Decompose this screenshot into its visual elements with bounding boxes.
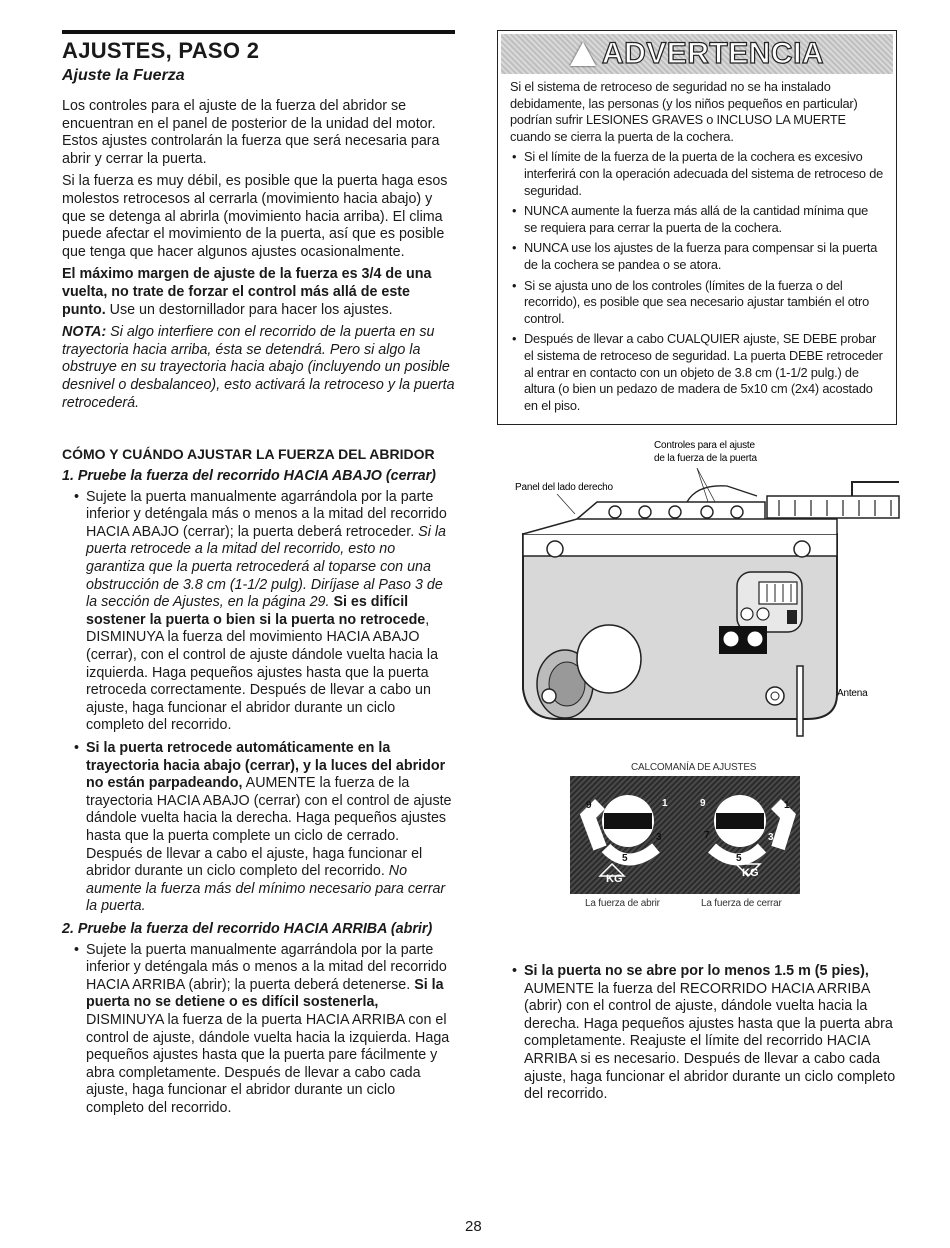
step1-b1-italic: Si la puerta retrocede a la mitad del recorrido, esto no garantiza que la puerta retrocederá al toparse con una obstrucción de 3.8 cm (1-1/2 pulg). Diríjase al Paso 3 de la sección de Ajustes, en la página 29. [86, 523, 446, 611]
warning-title: ADVERTENCIA [601, 37, 825, 70]
left-column [62, 30, 455, 1122]
step1-b1-bold: Si es difícil sostener la puerta o bien si la puerta no retrocede [86, 594, 426, 628]
nota-text: Si algo interfiere con el recorrido de la puerta en su trayectoria hacia arriba, ésta se detendrá. Pero si algo la obstruye en su trayectoria hacia abajo (incluyendo un posible desnivel o desbalanceo), esto activará la retroceso y la puerta retrocederá. [62, 324, 455, 411]
kg-label: KG [742, 867, 759, 879]
page-number: 28 [465, 1218, 482, 1235]
decal-captions [585, 898, 815, 909]
nota-label: NOTA: [62, 324, 107, 341]
step1-b2-bold: Si la puerta retrocede automáticamente en la trayectoria hacia abajo (cerrar), y la luces del abridor no están parpadeando, [86, 740, 446, 792]
caption-close-force: La fuerza de cerrar [700, 898, 782, 909]
step2-b1-rest: DISMINUYA la fuerza de la puerta HACIA ARRIBA con el control de ajuste, dándole vuelta hacia la izquierda. Haga pequeños ajustes hasta que la puerta pare fácilmente y abra completamente. Después de llevar a cabo cada ajuste, haga funcionar el abridor durante un ciclo completo del recorrido. [86, 1011, 450, 1116]
warning-bullet: • Si se ajusta uno de los controles (límites de la fuerza o del recorrido), es posible que sea necesario ajustar también el otro control. [510, 278, 884, 328]
label-controls-line2: de la fuerza de la puerta [654, 453, 757, 464]
up-force-text: AUMENTE la fuerza del RECORRIDO HACIA ARRIBA (abrir) con el control de ajuste, dándole vuelta hacia la derecha. Haga pequeños ajustes hasta que la puerta abra completamente. Reajuste el límite del recorrido HACIA ARRIBA si es necesario. Después de llevar a cabo cada ajuste, haga funcionar el abridor durante un ciclo completo del recorrido. [524, 980, 896, 1103]
dial-number-3: 3 [768, 832, 774, 843]
warning-bullet: • NUNCA use los ajustes de la fuerza para compensar si la puerta de la cochera se pandea o se atora. [510, 240, 884, 273]
adjustment-decal [570, 776, 800, 894]
max-adjust-paragraph [62, 266, 455, 319]
intro-paragraph: Los controles para el ajuste de la fuerza del abridor se encuentran en el panel de posterior de la unidad del motor. Estos ajustes controlarán la fuerza que será necesaria para abrir y cerrar la puerta. [62, 98, 440, 167]
warning-box [497, 30, 897, 425]
dial-number-9: 9 [586, 800, 592, 811]
warning-bullet: • Después de llevar a cabo CUALQUIER ajuste, SE DEBE probar el sistema de retroceso de seguridad. La puerta DEBE retroceder al entrar en contacto con un objeto de 3.8 cm (1-1/2 pulg.) de altura (o bien un pedazo de madera de 5x10 cm (2x4) acostado en el piso. [510, 331, 884, 414]
dial-number-1: 1 [662, 798, 668, 809]
dial-number-3: 3 [656, 832, 662, 843]
step1-bullet-2 [74, 740, 455, 916]
motor-unit-illustration [497, 434, 907, 764]
warning-body [498, 77, 896, 414]
warning-bullet: • Si el límite de la fuerza de la puerta de la cochera es excesivo interferirá con la operación adecuada del sistema de retroceso de seguridad. [510, 149, 884, 199]
step1-b1-rest: , DISMINUYA la fuerza del movimiento HACIA ABAJO (cerrar), con el control de ajuste dándole vuelta hacia la izquierda. Haga pequeños ajustes hasta que la puerta retroceda correctamente. Después de llevar a cabo un ajuste, haga funcionar el abridor durante un ciclo completo del recorrido. [86, 611, 439, 734]
max-adjust-bold: El máximo margen de ajuste de la fuerza es 3/4 de una vuelta, no trate de forzar el control más allá de este punto. [62, 266, 432, 318]
up-force-list [512, 963, 897, 1104]
step1-list [62, 489, 455, 916]
dial-number-7: 7 [704, 830, 710, 841]
step2-list [62, 942, 455, 1118]
dial-number-7: 7 [590, 830, 596, 841]
page-subheading: Ajuste la Fuerza [62, 67, 185, 84]
max-adjust-rest: Use un destornillador para hacer los ajustes. [105, 301, 393, 318]
heading-rule [62, 30, 455, 34]
section-title: CÓMO Y CUÁNDO AJUSTAR LA FUERZA DEL ABRIDOR [62, 446, 435, 463]
weak-force-paragraph: Si la fuerza es muy débil, es posible que la puerta haga esos molestos retrocesos al cerrarla (movimiento hacia abajo) y que se detenga al abrirla (movimiento hacia arriba). El clima puede afectar el movimiento de la puerta, así que es posible que tenga que hacer algunos ajustes ocasionalmente. [62, 173, 448, 260]
step2-b1-text: Sujete la puerta manualmente agarrándola por la parte inferior y deténgala más o menos a la mitad del recorrido HACIA ARRIBA (abrir); la puerta deberá detenerse. [86, 941, 447, 993]
up-force-bullet [512, 963, 897, 1104]
kg-label: KG [606, 873, 623, 885]
step2-title: 2. Pruebe la fuerza del recorrido HACIA ARRIBA (abrir) [62, 920, 433, 937]
warning-intro: Si el sistema de retroceso de seguridad no se ha instalado debidamente, las personas (y los niños pequeños en particular) podrían sufrir LESIONES GRAVES o INCLUSO LA MUERTE cuando se cierra la puerta de la cochera. [510, 79, 858, 144]
step1-b2-text: AUMENTE la fuerza de la trayectoria HACIA ABAJO (cerrar) con el control de ajuste dándole vuelta hacia la derecha. Haga pequeños ajustes hasta que la puerta complete un ciclo de cerrado. Después de llevar a cabo el ajuste, haga funcionar el abridor durante un ciclo completo del recorrido. [86, 775, 452, 880]
dial-number-5: 5 [622, 853, 628, 864]
step1-b2-italic: No aumente la fuerza más del mínimo necesario para cerrar la puerta. [86, 863, 446, 915]
decal-illustration [570, 776, 800, 894]
right-bottom-text [512, 963, 897, 1109]
decal-title: CALCOMANÍA DE AJUSTES [631, 762, 757, 773]
label-antenna: Antena [837, 688, 868, 699]
page-heading: AJUSTES, PASO 2 [62, 38, 260, 63]
warning-header [501, 34, 893, 74]
dial-number-1: 1 [784, 800, 790, 811]
warning-triangle-icon [570, 42, 596, 66]
dial-number-9: 9 [700, 798, 706, 809]
step2-b1-bold: Si la puerta no se detiene o es difícil sostenerla, [86, 976, 444, 1011]
caption-open-force: La fuerza de abrir [585, 898, 660, 909]
label-controls-line1: Controles para el ajuste [654, 440, 755, 451]
step2-bullet-1 [74, 942, 455, 1118]
nota-paragraph [62, 324, 455, 412]
step1-b1-text: Sujete la puerta manualmente agarrándola por la parte inferior y deténgala más o menos a la mitad del recorrido HACIA ABAJO (cerrar); la puerta deberá retroceder. [86, 488, 447, 540]
dial-number-5: 5 [736, 853, 742, 864]
up-force-bold: Si la puerta no se abre por lo menos 1.5 m (5 pies), [524, 963, 869, 979]
warning-bullet: • NUNCA aumente la fuerza más allá de la cantidad mínima que se requiera para cerrar la puerta de la cochera. [510, 203, 884, 236]
motor-unit-diagram [497, 434, 907, 764]
step1-title: 1. Pruebe la fuerza del recorrido HACIA ABAJO (cerrar) [62, 468, 436, 485]
step1-bullet-1 [74, 489, 455, 735]
warning-list [510, 149, 884, 414]
label-panel: Panel del lado derecho [515, 482, 613, 493]
